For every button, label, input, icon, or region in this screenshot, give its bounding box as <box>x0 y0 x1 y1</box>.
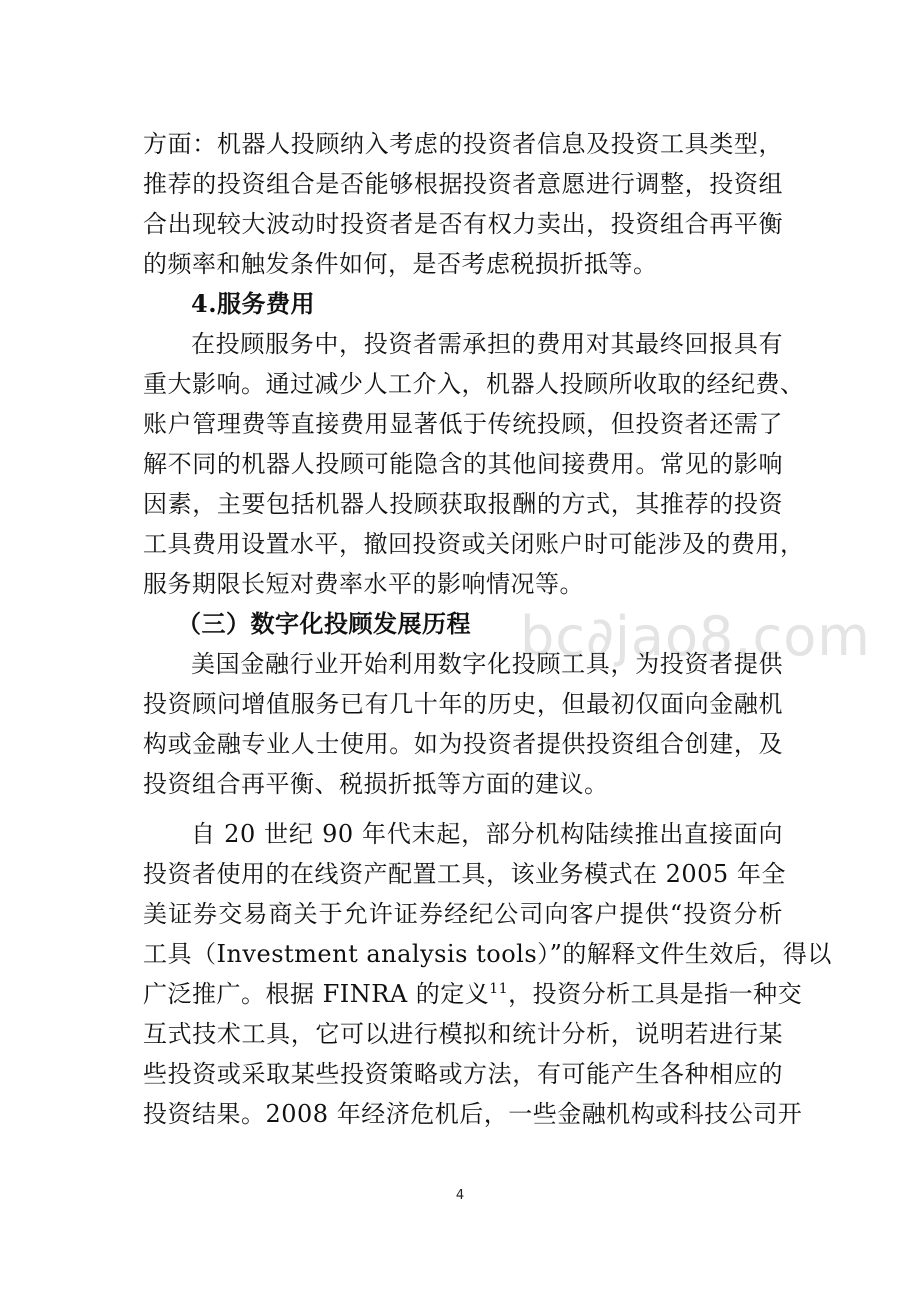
paragraph-line: 互式技术工具，它可以进行模拟和统计分析，说明若进行某 <box>143 1020 783 1048</box>
paragraph-line: 重大影响。通过减少人工介入，机器人投顾所收取的经纪费、 <box>143 370 805 398</box>
paragraph-line: 构或金融专业人士使用。如为投资者提供投资组合创建，及 <box>143 730 783 758</box>
paragraph-line: 工具（Investment analysis tools）”的解释文件生效后，得以 <box>143 940 832 968</box>
watermark: bc∂jao8.com <box>520 605 871 668</box>
section-heading: 4.服务费用 <box>191 289 316 318</box>
paragraph-line: 因素，主要包括机器人投顾获取报酬的方式，其推荐的投资 <box>143 490 783 518</box>
paragraph-line: 工具费用设置水平，撤回投资或关闭账户时可能涉及的费用， <box>143 530 805 558</box>
paragraph-line: 在投顾服务中，投资者需承担的费用对其最终回报具有 <box>191 330 783 358</box>
paragraph-line: 美国金融行业开始利用数字化投顾工具，为投资者提供 <box>191 650 783 678</box>
paragraph-line: 服务期限长短对费率水平的影响情况等。 <box>143 570 584 598</box>
paragraph-line: 解不同的机器人投顾可能隐含的其他间接费用。常见的影响 <box>143 450 783 478</box>
paragraph-line: 些投资或采取某些投资策略或方法，有可能产生各种相应的 <box>143 1060 783 1088</box>
paragraph-line: 账户管理费等直接费用显著低于传统投顾，但投资者还需了 <box>143 410 783 438</box>
footnote-ref[interactable]: 11 <box>489 981 509 997</box>
paragraph-line: 投资组合再平衡、税损折抵等方面的建议。 <box>143 770 609 798</box>
paragraph-line: 自 20 世纪 90 年代末起，部分机构陆续推出直接面向 <box>191 820 783 848</box>
page-number: 4 <box>455 1188 465 1203</box>
paragraph-line: 投资者使用的在线资产配置工具，该业务模式在 2005 年全 <box>143 860 786 888</box>
paragraph-line: 美证券交易商关于允许证券经纪公司向客户提供“投资分析 <box>143 900 783 928</box>
paragraph-line: 投资顾问增值服务已有几十年的历史，但最初仅面向金融机 <box>143 690 783 718</box>
paragraph-line: 方面：机器人投顾纳入考虑的投资者信息及投资工具类型， <box>143 130 783 158</box>
text-fragment: 广泛推广。根据 FINRA 的定义 <box>143 980 490 1008</box>
paragraph-line: 的频率和触发条件如何，是否考虑税损折抵等。 <box>143 250 658 278</box>
paragraph-line <box>143 974 803 1014</box>
paragraph-line: 投资结果。2008 年经济危机后，一些金融机构或科技公司开 <box>143 1100 803 1128</box>
section-heading: （三）数字化投顾发展历程 <box>177 609 471 638</box>
paragraph-line: 合出现较大波动时投资者是否有权力卖出，投资组合再平衡 <box>143 210 783 238</box>
paragraph-line: 推荐的投资组合是否能够根据投资者意愿进行调整，投资组 <box>143 170 783 198</box>
text-fragment: ，投资分析工具是指一种交 <box>508 980 803 1008</box>
